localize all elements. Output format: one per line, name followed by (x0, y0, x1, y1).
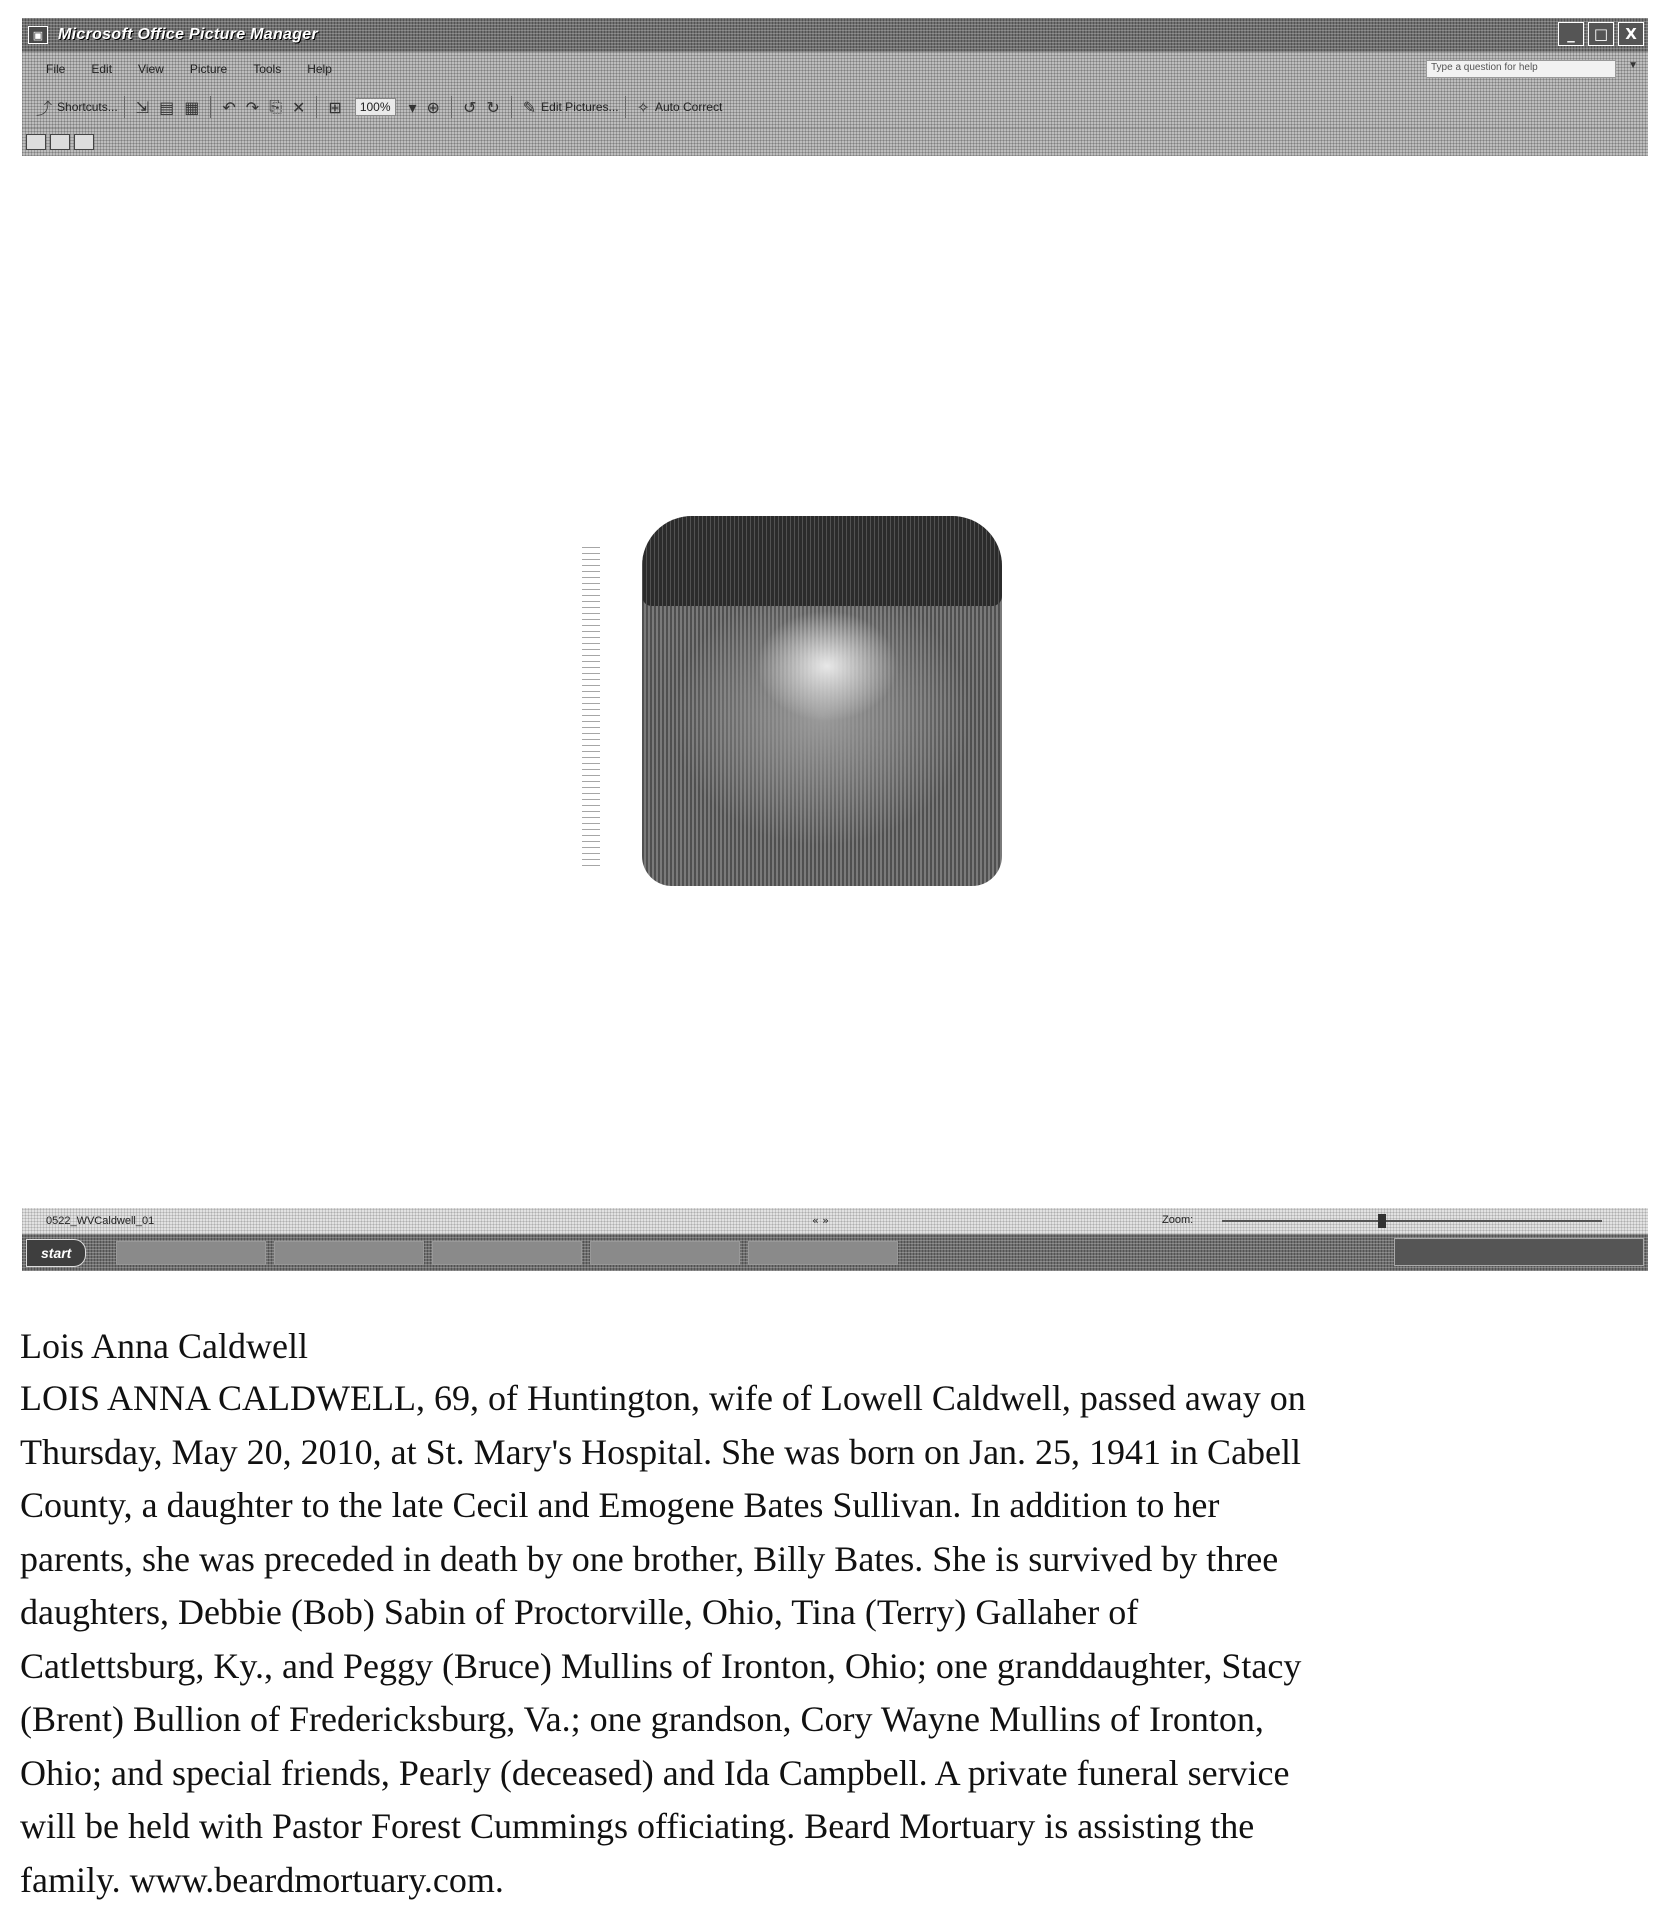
menu-file[interactable]: File (46, 62, 66, 76)
obituary-line: will be held with Pastor Forest Cummings officiating. Beard Mortuary is assisting the (20, 1806, 1255, 1846)
shortcuts-icon[interactable]: ⤴ (36, 98, 53, 118)
zoom-slider[interactable] (1222, 1220, 1602, 1222)
shortcuts-button[interactable]: Shortcuts... (57, 100, 118, 114)
save-icon[interactable]: ▤ (159, 97, 175, 117)
auto-correct-button[interactable]: Auto Correct (654, 100, 723, 114)
help-dropdown-icon[interactable]: ▼ (1628, 60, 1638, 71)
edit-pictures-button[interactable]: Edit Pictures... (541, 100, 619, 114)
minimize-button[interactable]: _ (1558, 22, 1584, 46)
menu-edit[interactable]: Edit (91, 62, 113, 76)
taskbar-window-button[interactable] (274, 1241, 424, 1265)
status-bar (22, 1208, 1648, 1234)
rotate-right-icon[interactable]: ↻ (486, 97, 500, 117)
obituary-line: Catlettsburg, Ky., and Peggy (Bruce) Mullins of Ironton, Ohio; one granddaughter, Stacy (20, 1645, 1302, 1686)
photo-left-edge (582, 546, 600, 866)
delete-icon[interactable]: ✕ (292, 97, 306, 117)
title-bar[interactable] (22, 18, 1648, 52)
view-toolbar (22, 128, 1648, 156)
zoom-dropdown-icon[interactable]: ▾ (408, 97, 417, 117)
toolbar-separator (511, 96, 512, 118)
zoom-slider-thumb[interactable] (1378, 1214, 1386, 1228)
toolbar-separator (124, 96, 125, 118)
menu-bar (22, 52, 1648, 86)
filmstrip-view-icon[interactable] (50, 134, 70, 150)
obituary-line: LOIS ANNA CALDWELL, 69, of Huntington, wife of Lowell Caldwell, passed away on (20, 1378, 1306, 1418)
help-search-input[interactable]: Type a question for help (1426, 60, 1616, 78)
single-picture-view-icon[interactable] (74, 134, 94, 150)
obituary-line: (Brent) Bullion of Fredericksburg, Va.; one grandson, Cory Wayne Mullins of Ironton, (20, 1699, 1264, 1739)
toolbar-separator (210, 96, 211, 118)
previous-next-arrows-icon[interactable]: « » (812, 1214, 829, 1227)
taskbar-window-button[interactable] (748, 1241, 898, 1265)
zoom-label: Zoom: (1162, 1214, 1194, 1226)
obituary-line: Ohio; and special friends, Pearly (deceased) and Ida Campbell. A private funeral service (20, 1752, 1290, 1793)
maximize-button[interactable]: □ (1588, 22, 1614, 46)
import-icon[interactable]: ⇲ (135, 97, 150, 117)
undo-icon[interactable]: ↶ (222, 97, 236, 117)
redo-icon[interactable]: ↷ (245, 97, 260, 117)
obituary-line: daughters, Debbie (Bob) Sabin of Proctorville, Ohio, Tina (Terry) Gallaher of (20, 1592, 1139, 1632)
copy-icon[interactable]: ⎘ (269, 97, 282, 116)
obituary-text (20, 1320, 1645, 1907)
picture-viewer (22, 156, 1648, 1208)
menu-view[interactable]: View (138, 62, 164, 76)
obituary-line: parents, she was preceded in death by one brother, Billy Bates. She is survived by three (20, 1538, 1279, 1579)
standard-toolbar (22, 86, 1648, 128)
picture-manager-app-icon: ▣ (28, 26, 48, 44)
obituary-line: County, a daughter to the late Cecil and Emogene Bates Sullivan. In addition to her (20, 1485, 1220, 1525)
rotate-left-icon[interactable]: ↺ (462, 97, 477, 117)
close-button[interactable]: X (1618, 22, 1644, 46)
start-button[interactable]: start (26, 1239, 86, 1267)
menu-tools[interactable]: Tools (253, 62, 282, 76)
portrait-photo-hair (642, 516, 1002, 606)
taskbar-window-button[interactable] (116, 1241, 266, 1265)
menu-help[interactable]: Help (307, 62, 332, 76)
window-controls (1558, 22, 1644, 46)
taskbar-buttons (116, 1241, 898, 1265)
zoom-icon[interactable]: ⊕ (426, 97, 440, 117)
edit-pictures-icon[interactable]: ✎ (522, 97, 537, 117)
picture-manager-window (22, 18, 1648, 1271)
system-tray[interactable] (1394, 1238, 1644, 1266)
status-filename: 0522_WVCaldwell_01 (46, 1215, 155, 1227)
auto-correct-icon[interactable]: ✧ (636, 97, 650, 117)
window-title: Microsoft Office Picture Manager (58, 26, 319, 43)
toolbar-separator (316, 96, 317, 118)
obituary-line: Thursday, May 20, 2010, at St. Mary's Hospital. She was born on Jan. 25, 1941 in Cabell (20, 1431, 1302, 1472)
obituary-title: Lois Anna Caldwell (20, 1326, 308, 1366)
export-icon[interactable]: ▦ (184, 97, 200, 117)
obituary-line: family. www.beardmortuary.com. (20, 1859, 504, 1900)
thumbnail-view-icon[interactable] (26, 134, 46, 150)
zoom-select[interactable]: 100% (355, 98, 396, 116)
taskbar-window-button[interactable] (432, 1241, 582, 1265)
fit-icon[interactable]: ⊞ (328, 97, 342, 117)
taskbar-window-button[interactable] (590, 1241, 740, 1265)
menu-picture[interactable]: Picture (189, 62, 228, 76)
toolbar-separator (451, 96, 452, 118)
windows-taskbar (22, 1234, 1648, 1271)
toolbar-separator (625, 96, 626, 118)
